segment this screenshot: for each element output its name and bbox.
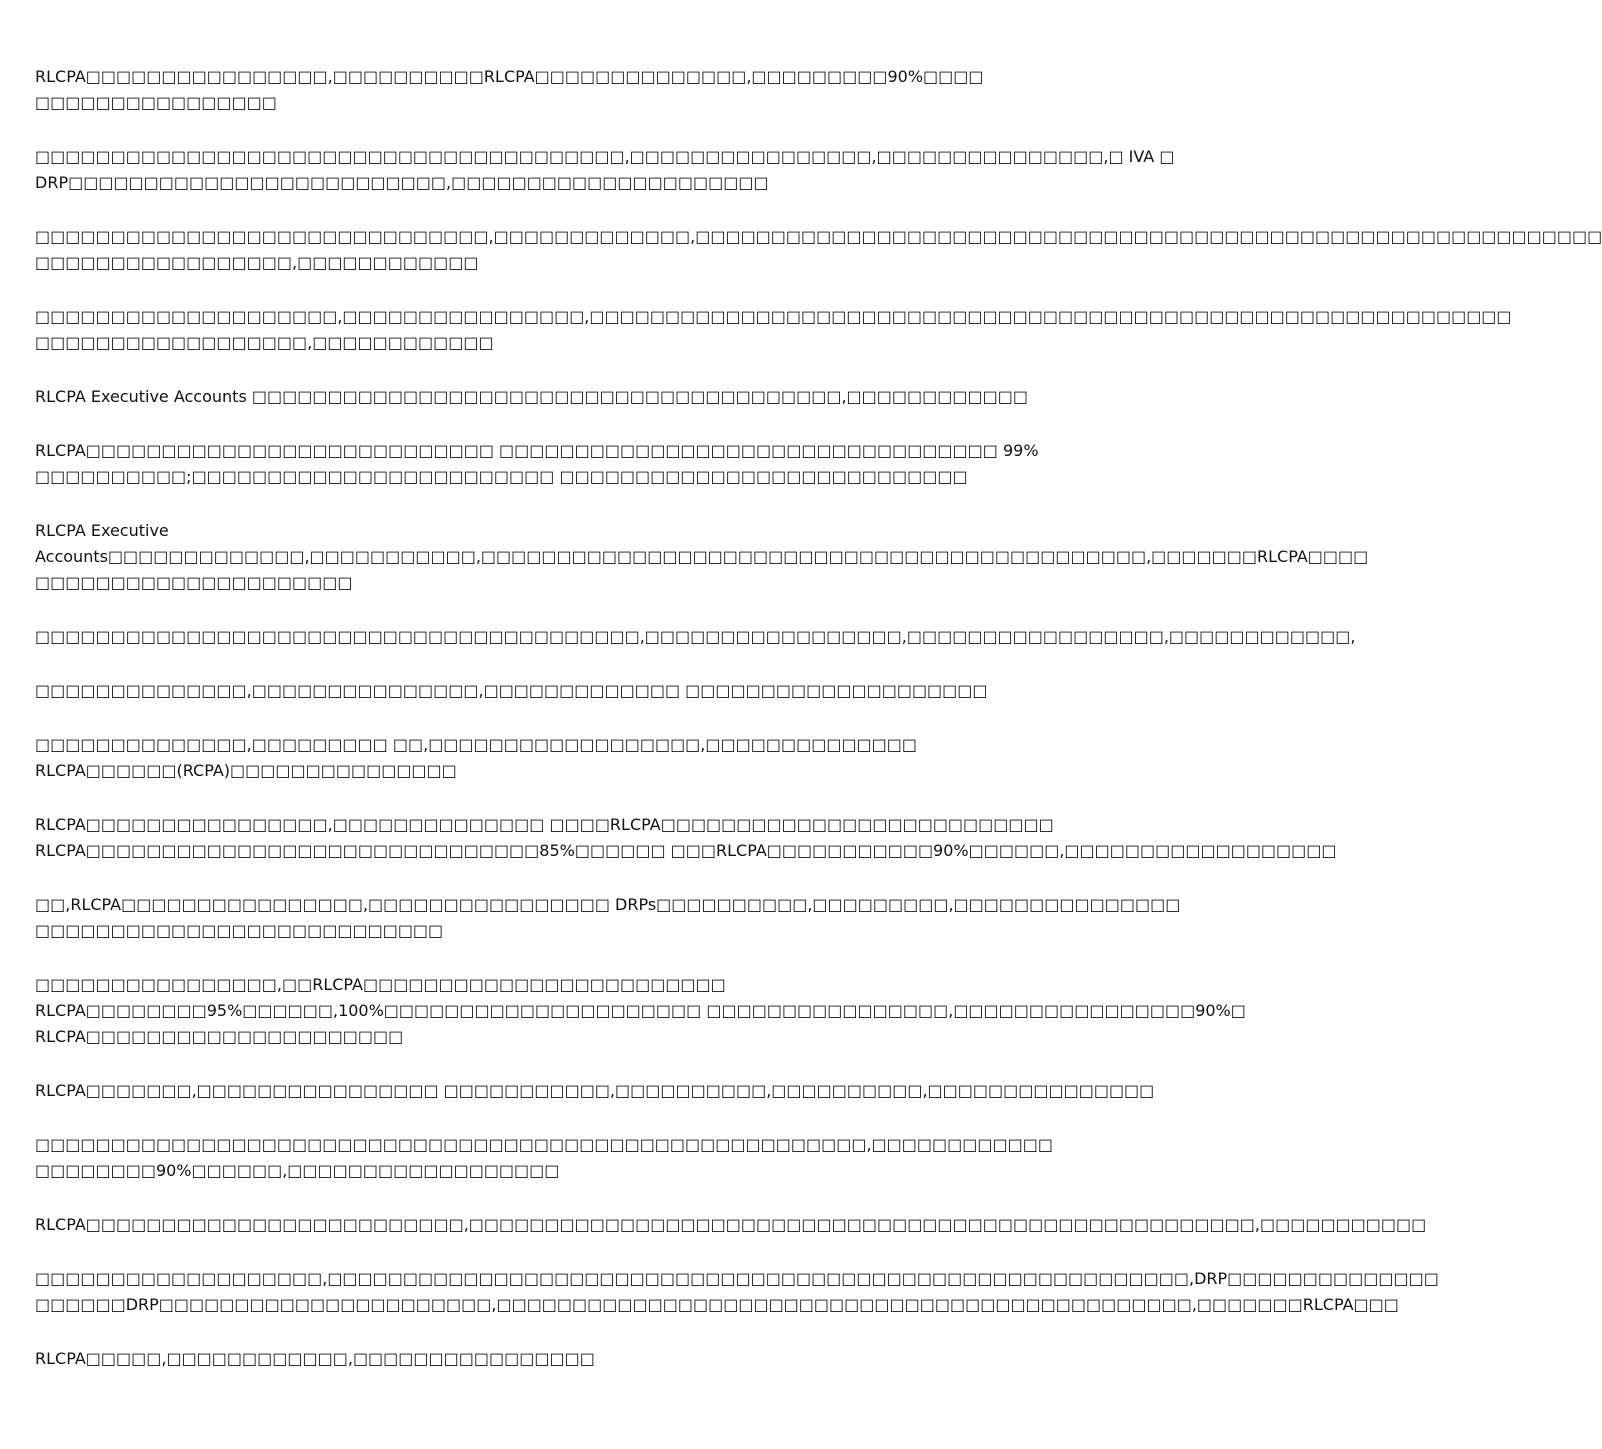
paragraph-10: □□□□□□□□□□□□□□,□□□□□□□□□ □□,□□□□□□□□□□□□□□□□□□,□□□□□□□□□□□□□□ RLCPA□□□□□□(RCPA)□□□□□□□□□□□□□□□ bbox=[35, 735, 918, 780]
paragraph-2: □□□□□□□□□□□□□□□□□□□□□□□□□□□□□□□□□□□□□□□,□□□□□□□□□□□□□□□□,□□□□□□□□□□□□□□□,□ IVA □ DRP□□□□□□□□□□□□□□□□□□□□□□□□□,□□□□□□□□□□□□□□□□□□□□□ bbox=[35, 147, 1175, 192]
paragraph-7: RLCPA Executive Accounts□□□□□□□□□□□□□,□□□□□□□□□□□,□□□□□□□□□□□□□□□□□□□□□□□□□□□□□□□□□□□□□□□□□□□□,□□□□□□□RLCPA□□□□ □□□□□□□□□□□□□□□□□□□□□ bbox=[35, 521, 1369, 592]
paragraph-6: RLCPA□□□□□□□□□□□□□□□□□□□□□□□□□□□ □□□□□□□□□□□□□□□□□□□□□□□□□□□□□□□□□ 99% □□□□□□□□□□;□□□□□□□□□□□□□□□□□□□□□□□□ □□□□□□□□□□□□□□□□□□□□□□□□□□□ bbox=[35, 441, 1039, 486]
paragraph-3: □□□□□□□□□□□□□□□□□□□□□□□□□□□□□□,□□□□□□□□□□□□□,□□□□□□□□□□□□□□□□□□□□□□□□□□□□□□□□□□□□□□□□□□□□□□□□□□□□□□□□□□□□ □□□□□□□□□□□□□□□□□,□□□□□□□□□□□□ bbox=[35, 227, 1602, 272]
document-body bbox=[35, 64, 1602, 1400]
paragraph-14: RLCPA□□□□□□□,□□□□□□□□□□□□□□□□ □□□□□□□□□□□,□□□□□□□□□□,□□□□□□□□□□,□□□□□□□□□□□□□□□ bbox=[35, 1081, 1155, 1100]
paragraph-5: RLCPA Executive Accounts □□□□□□□□□□□□□□□□□□□□□□□□□□□□□□□□□□□□□□□,□□□□□□□□□□□□ bbox=[35, 387, 1028, 406]
paragraph-15: □□□□□□□□□□□□□□□□□□□□□□□□□□□□□□□□□□□□□□□□□□□□□□□□□□□□□□□,□□□□□□□□□□□□ □□□□□□□□90%□□□□□□,□□□□□□□□□□□□□□□□□□ bbox=[35, 1135, 1053, 1180]
paragraph-18: RLCPA□□□□□,□□□□□□□□□□□□,□□□□□□□□□□□□□□□□ bbox=[35, 1349, 595, 1368]
paragraph-17: □□□□□□□□□□□□□□□□□□□,□□□□□□□□□□□□□□□□□□□□□□□□□□□□□□□□□□□□□□□□□□□□□□□□□□□□□□□□□,DRP□□□□□□□□□□□□□□ □□□□□□DRP□□□□□□□□□□□□□□□□□□□□□□,□□□□□□□□□□□□□□□□□□□□□□□□□□□□□□□□□□□□□□□□□□□□□□,□□□□□□□RLCPA□□□ bbox=[35, 1269, 1439, 1314]
paragraph-12: □□,RLCPA□□□□□□□□□□□□□□□□,□□□□□□□□□□□□□□□□ DRPs□□□□□□□□□□,□□□□□□□□□,□□□□□□□□□□□□□□□ □□□□□□□□□□□□□□□□□□□□□□□□□□□ bbox=[35, 895, 1181, 940]
paragraph-13: □□□□□□□□□□□□□□□□,□□RLCPA□□□□□□□□□□□□□□□□□□□□□□□□ RLCPA□□□□□□□□95%□□□□□□,100%□□□□□□□□□□□□□□□□□□□□□ □□□□□□□□□□□□□□□□,□□□□□□□□□□□□□□□□90%□ RLCPA□□□□□□□□□□□□□□□□□□□□□ bbox=[35, 975, 1246, 1046]
paragraph-9: □□□□□□□□□□□□□□,□□□□□□□□□□□□□□□,□□□□□□□□□□□□□ □□□□□□□□□□□□□□□□□□□□ bbox=[35, 681, 988, 700]
paragraph-4: □□□□□□□□□□□□□□□□□□□□,□□□□□□□□□□□□□□□□,□□□□□□□□□□□□□□□□□□□□□□□□□□□□□□□□□□□□□□□□□□□□□□□□□□□□□□□□□□□□□ □□□□□□□□□□□□□□□□□□,□□□□□□□□□□□□ bbox=[35, 307, 1512, 352]
paragraph-11: RLCPA□□□□□□□□□□□□□□□□,□□□□□□□□□□□□□□ □□□□RLCPA□□□□□□□□□□□□□□□□□□□□□□□□□□ RLCPA□□□□□□□□□□□□□□□□□□□□□□□□□□□□□□85%□□□□□□ □□□RLCPA□□□□□□□□□□□90%□□□□□□,□□□□□□□□□□□□□□□□□□ bbox=[35, 815, 1337, 860]
paragraph-16: RLCPA□□□□□□□□□□□□□□□□□□□□□□□□□,□□□□□□□□□□□□□□□□□□□□□□□□□□□□□□□□□□□□□□□□□□□□□□□□□□□□,□□□□□□□□□□□ bbox=[35, 1215, 1427, 1234]
paragraph-8: □□□□□□□□□□□□□□□□□□□□□□□□□□□□□□□□□□□□□□□□,□□□□□□□□□□□□□□□□□,□□□□□□□□□□□□□□□□□,□□□□□□□□□□□□, bbox=[35, 627, 1356, 646]
paragraph-1: RLCPA□□□□□□□□□□□□□□□□,□□□□□□□□□□RLCPA□□□□□□□□□□□□□□,□□□□□□□□□90%□□□□ □□□□□□□□□□□□□□□□ bbox=[35, 67, 984, 112]
